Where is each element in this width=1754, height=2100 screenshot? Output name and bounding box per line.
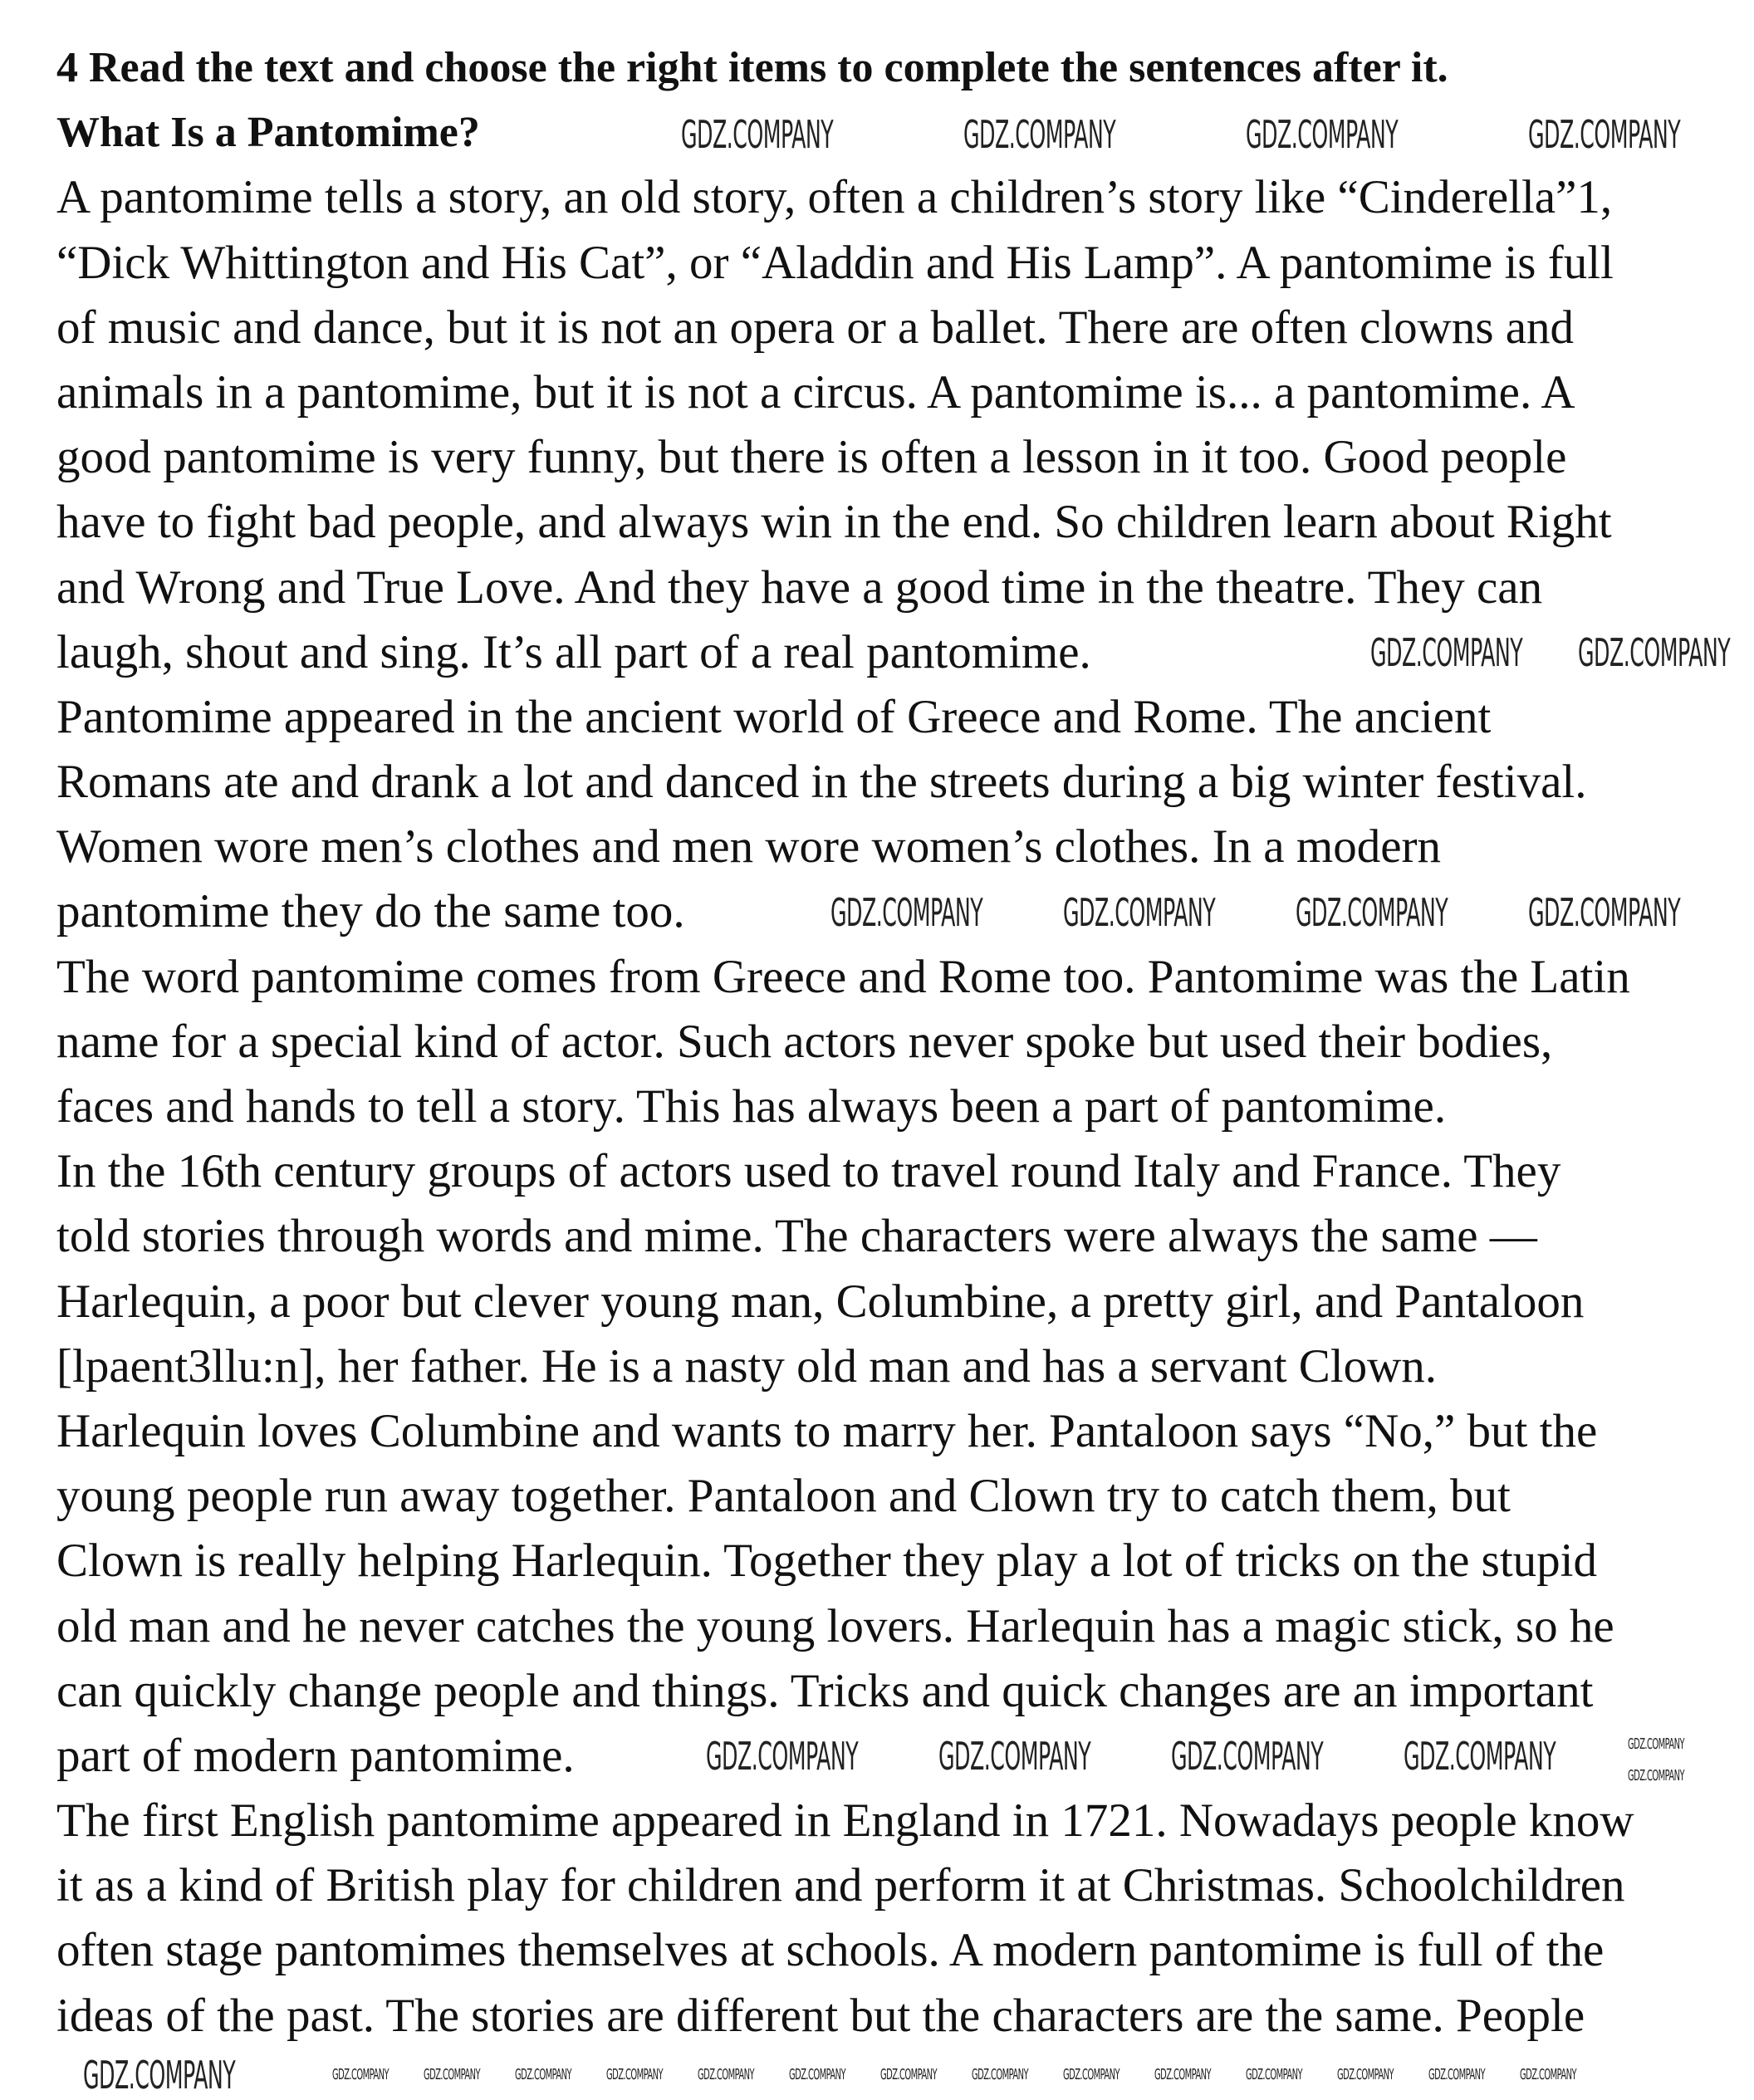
watermark-text: GDZ.COMPANY (972, 2066, 1028, 2083)
watermark-text: GDZ.COMPANY (1628, 1767, 1684, 1784)
watermark-text: GDZ.COMPANY (830, 890, 983, 935)
text-line: Harlequin, a poor but clever young man, Columbine, a pretty girl, and Pantaloon (56, 1275, 1585, 1328)
text-line: of music and dance, but it is not an opera or a ballet. There are often clowns and (56, 301, 1575, 354)
text-line: Pantomime appeared in the ancient world of Greece and Rome. The ancient (56, 690, 1492, 743)
watermark-text: GDZ.COMPANY (1296, 890, 1448, 935)
watermark-text: GDZ.COMPANY (789, 2066, 845, 2083)
text-line: good pantomime is very funny, but there is often a lesson in it too. Good people (56, 431, 1567, 484)
watermark-text: GDZ.COMPANY (1628, 1735, 1684, 1753)
watermark-text: GDZ.COMPANY (1428, 2066, 1485, 2083)
watermark-text: GDZ.COMPANY (1171, 1734, 1324, 1779)
watermark-text: GDZ.COMPANY (963, 112, 1116, 157)
text-line: can quickly change people and things. Tricks and quick changes are an important (56, 1664, 1594, 1717)
text-line: Clown is really helping Harlequin. Together they play a lot of tricks on the stupid (56, 1535, 1598, 1588)
text-line: “Dick Whittington and His Cat”, or “Aladdin and His Lamp”. A pantomime is full (56, 236, 1614, 289)
text-line: The word pantomime comes from Greece and Rome too. Pantomime was the Latin (56, 950, 1630, 1003)
text-line: and Wrong and True Love. And they have a good time in the theatre. They can (56, 560, 1543, 614)
text-line: Harlequin loves Columbine and wants to marry her. Pantaloon says “No,” but the (56, 1404, 1598, 1457)
watermark-text: GDZ.COMPANY (1063, 890, 1216, 935)
text-line: [lpaent3llu:n], her father. He is a nasty old man and has a servant Clown. (56, 1339, 1438, 1393)
text-line: In the 16th century groups of actors used to travel round Italy and France. They (56, 1145, 1561, 1198)
text-line: animals in a pantomime, but it is not a circus. A pantomime is... a pantomime. A (56, 365, 1575, 419)
watermark-text: GDZ.COMPANY (1246, 2066, 1302, 2083)
text-line: name for a special kind of actor. Such actors never spoke but used their bodies, (56, 1015, 1553, 1068)
text-line: it as a kind of British play for children and perform it at Christmas. Schoolchildren (56, 1859, 1625, 1912)
watermark-text: GDZ.COMPANY (1404, 1734, 1556, 1779)
watermark-text: GDZ.COMPANY (83, 2053, 236, 2098)
watermark-text: GDZ.COMPANY (606, 2066, 663, 2083)
text-line: ideas of the past. The stories are different but the characters are the same. People (56, 1989, 1585, 2042)
watermark-text: GDZ.COMPANY (1246, 112, 1399, 157)
watermark-text: GDZ.COMPANY (424, 2066, 480, 2083)
watermark-text: GDZ.COMPANY (515, 2066, 571, 2083)
watermark-text: GDZ.COMPANY (1528, 112, 1681, 157)
text-line: old man and he never catches the young lovers. Harlequin has a magic stick, so he (56, 1599, 1614, 1652)
text-line: A pantomime tells a story, an old story, often a children’s story like “Cinderella”1, (56, 171, 1613, 224)
text-line: laugh, shout and sing. It’s all part of a real pantomime. (56, 625, 1091, 678)
text-line: have to fight bad people, and always win in the end. So children learn about Right (56, 496, 1612, 549)
text-line: told stories through words and mime. The characters were always the same — (56, 1210, 1537, 1263)
watermark-text: GDZ.COMPANY (1337, 2066, 1394, 2083)
watermark-text: GDZ.COMPANY (938, 1734, 1091, 1779)
watermark-text: GDZ.COMPANY (1370, 630, 1523, 675)
task-heading: 4 Read the text and choose the right items to complete the sentences after it. (56, 44, 1448, 91)
watermark-text: GDZ.COMPANY (1063, 2066, 1120, 2083)
text-line: faces and hands to tell a story. This has always been a part of pantomime. (56, 1080, 1447, 1133)
watermark-text: GDZ.COMPANY (1154, 2066, 1211, 2083)
watermark-text: GDZ.COMPANY (1528, 890, 1681, 935)
text-line: part of modern pantomime. (56, 1729, 575, 1782)
watermark-text: GDZ.COMPANY (880, 2066, 937, 2083)
watermark-text: GDZ.COMPANY (681, 112, 834, 157)
text-line: young people run away together. Pantaloon and Clown try to catch them, but (56, 1470, 1511, 1523)
text-line: often stage pantomimes themselves at schools. A modern pantomime is full of the (56, 1924, 1605, 1977)
watermark-text: GDZ.COMPANY (706, 1734, 859, 1779)
watermark-text: GDZ.COMPANY (698, 2066, 754, 2083)
text-title: What Is a Pantomime? (56, 109, 480, 157)
watermark-text: GDZ.COMPANY (1520, 2066, 1576, 2083)
text-line: Women wore men’s clothes and men wore women’s clothes. In a modern (56, 820, 1441, 874)
text-line: Romans ate and drank a lot and danced in the streets during a big winter festival. (56, 756, 1587, 809)
watermark-text: GDZ.COMPANY (332, 2066, 389, 2083)
text-line: pantomime they do the same too. (56, 885, 685, 938)
text-line: The first English pantomime appeared in England in 1721. Nowadays people know (56, 1794, 1634, 1848)
watermark-text: GDZ.COMPANY (1578, 630, 1731, 675)
